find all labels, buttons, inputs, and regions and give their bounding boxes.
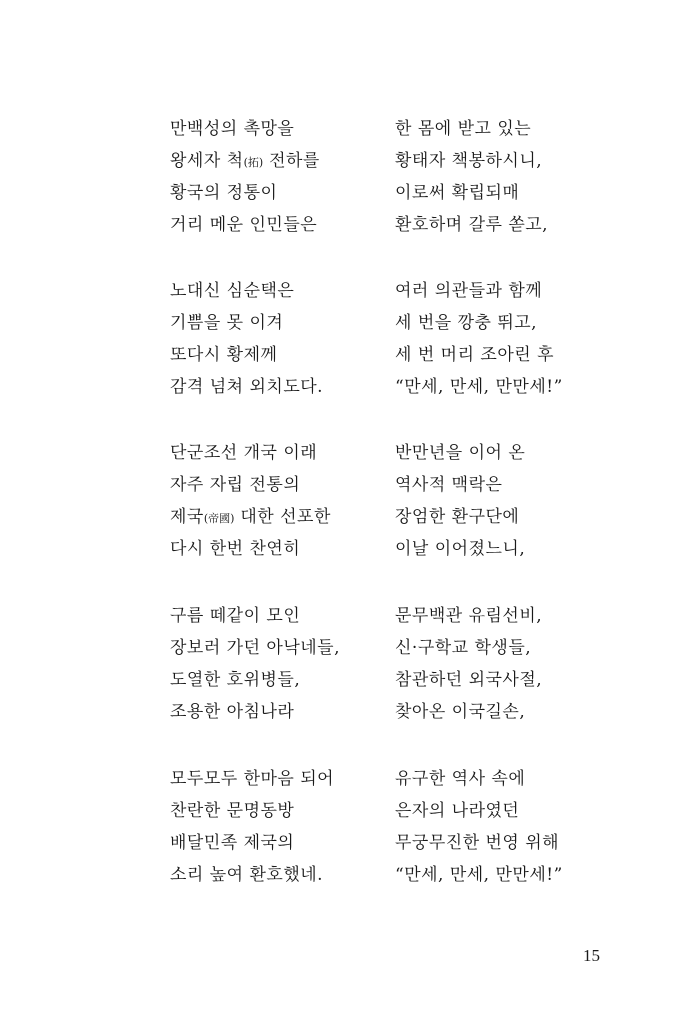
line-left-part: 전하를 bbox=[263, 151, 320, 171]
poem-line bbox=[0, 339, 692, 371]
poem-line bbox=[0, 501, 692, 533]
line-right-text: 장엄한 환구단에 bbox=[395, 507, 520, 527]
poem-line bbox=[0, 859, 692, 891]
page-number: 15 bbox=[583, 946, 600, 965]
line-left-text: 장보러 가던 아낙네들, bbox=[170, 638, 341, 658]
poem-line bbox=[0, 664, 692, 696]
line-left-text: 만백성의 촉망을 bbox=[170, 119, 295, 139]
line-left-text: 거리 메운 인민들은 bbox=[170, 215, 318, 235]
poem-line bbox=[0, 371, 692, 403]
line-left-text: 조용한 아침나라 bbox=[170, 702, 295, 722]
poem-line bbox=[0, 696, 692, 728]
poem-line bbox=[0, 632, 692, 664]
line-right-text: 이날 이어졌느니, bbox=[395, 539, 526, 559]
line-right-text: 문무백관 유림선비, bbox=[395, 606, 543, 626]
stanza-4 bbox=[0, 600, 692, 728]
line-right-text: 황태자 책봉하시니, bbox=[395, 151, 543, 171]
line-left-part: 제국 bbox=[170, 507, 204, 527]
line-right-text: 무궁무진한 번영 위해 bbox=[395, 833, 560, 853]
line-right-text: 역사적 맥락은 bbox=[395, 475, 503, 495]
line-right-text: 한 몸에 받고 있는 bbox=[395, 119, 532, 139]
line-right-text: 세 번 머리 조아린 후 bbox=[395, 345, 554, 365]
line-left-part: 대한 선포한 bbox=[234, 507, 331, 527]
hanja-annotation: (帝國) bbox=[203, 512, 235, 525]
line-left-part: 왕세자 척 bbox=[170, 151, 244, 171]
line-left-text: 모두모두 한마음 되어 bbox=[170, 769, 335, 789]
line-right-text: “만세, 만세, 만만세!” bbox=[395, 377, 563, 397]
line-left-text: 배달민족 제국의 bbox=[170, 833, 295, 853]
poem-line bbox=[0, 113, 692, 145]
hanja-annotation: (拓) bbox=[243, 156, 264, 169]
line-left-text: 황국의 정통이 bbox=[170, 183, 278, 203]
line-left-text: 단군조선 개국 이래 bbox=[170, 443, 318, 463]
poem-line bbox=[0, 307, 692, 339]
line-left-text bbox=[170, 145, 320, 179]
line-left-text bbox=[170, 501, 331, 535]
line-right-text: “만세, 만세, 만만세!” bbox=[395, 865, 563, 885]
line-right-text: 신·구학교 학생들, bbox=[395, 638, 532, 658]
stanza-5 bbox=[0, 763, 692, 891]
poem-line bbox=[0, 827, 692, 859]
stanza-1 bbox=[0, 113, 692, 241]
line-right-text: 참관하던 외국사절, bbox=[395, 670, 543, 690]
poem-line bbox=[0, 145, 692, 177]
poem-line bbox=[0, 275, 692, 307]
line-left-text: 자주 자립 전통의 bbox=[170, 475, 301, 495]
line-left-text: 감격 넘쳐 외치도다. bbox=[170, 377, 324, 397]
line-right-text: 은자의 나라였던 bbox=[395, 801, 520, 821]
line-left-text: 소리 높여 환호했네. bbox=[170, 865, 324, 885]
line-left-text: 구름 떼같이 모인 bbox=[170, 606, 301, 626]
line-right-text: 여러 의관들과 함께 bbox=[395, 281, 543, 301]
poem-line bbox=[0, 437, 692, 469]
line-left-text: 도열한 호위병들, bbox=[170, 670, 301, 690]
poem-line bbox=[0, 209, 692, 241]
line-left-text: 기쁨을 못 이겨 bbox=[170, 313, 284, 333]
poem-line bbox=[0, 763, 692, 795]
poem-line bbox=[0, 469, 692, 501]
line-left-text: 다시 한번 찬연히 bbox=[170, 539, 301, 559]
line-left-text: 찬란한 문명동방 bbox=[170, 801, 295, 821]
line-right-text: 찾아온 이국길손, bbox=[395, 702, 526, 722]
poem-line bbox=[0, 533, 692, 565]
stanza-2 bbox=[0, 275, 692, 403]
line-right-text: 이로써 확립되매 bbox=[395, 183, 520, 203]
poem-line bbox=[0, 600, 692, 632]
line-left-text: 노대신 심순택은 bbox=[170, 281, 295, 301]
line-right-text: 반만년을 이어 온 bbox=[395, 443, 526, 463]
poem-line bbox=[0, 795, 692, 827]
poem-line bbox=[0, 177, 692, 209]
line-right-text: 유구한 역사 속에 bbox=[395, 769, 526, 789]
line-right-text: 세 번을 깡충 뛰고, bbox=[395, 313, 538, 333]
line-left-text: 또다시 황제께 bbox=[170, 345, 278, 365]
line-right-text: 환호하며 갈루 쏟고, bbox=[395, 215, 549, 235]
stanza-3 bbox=[0, 437, 692, 565]
